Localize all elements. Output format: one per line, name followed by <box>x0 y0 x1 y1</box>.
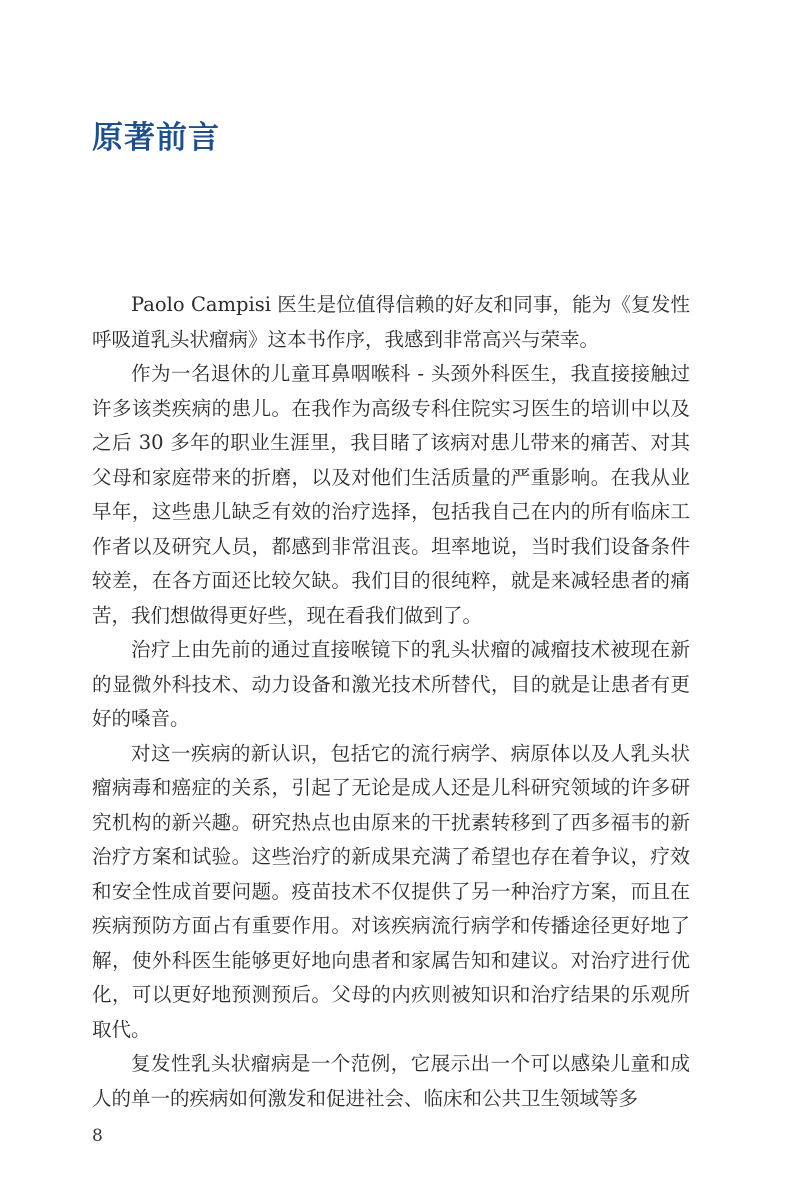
paragraph-1: Paolo Campisi 医生是位值得信赖的好友和同事，能为《复发性呼吸道乳头状瘤病》这本书作序，我感到非常高兴与荣幸。 <box>92 293 690 351</box>
paragraph-5: 复发性乳头状瘤病是一个范例，它展示出一个可以感染儿童和成人的单一的疾病如何激发和促进社会、临床和公共卫生领域等多 <box>92 1052 690 1110</box>
page-title: 原著前言 <box>92 120 220 156</box>
page-number: 8 <box>92 1126 103 1146</box>
paragraph-2: 作为一名退休的儿童耳鼻咽喉科 - 头颈外科医生，我直接接触过许多该类疾病的患儿。在我作为高级专科住院实习医生的培训中以及之后 30 多年的职业生涯里，我目睹了该病对患儿带来的痛苦、对其父母和家庭带来的折磨，以及对他们生活质量的严重影响。在我从业早年，这些患儿缺乏有效的治疗选择，包括我自己在内的所有临床工作者以及研究人员，都感到非常沮丧。坦率地说，当时我们设备条件较差，在各方面还比较欠缺。我们目的很纯粹，就是来减轻患者的痛苦，我们想做得更好些，现在看我们做到了。 <box>92 362 690 627</box>
paragraph-4: 对这一疾病的新认识，包括它的流行病学、病原体以及人乳头状瘤病毒和癌症的关系，引起了无论是成人还是儿科研究领域的许多研究机构的新兴趣。研究热点也由原来的干扰素转移到了西多福韦的新治疗方案和试验。这些治疗的新成果充满了希望也存在着争议，疗效和安全性成首要问题。疫苗技术不仅提供了另一种治疗方案，而且在疾病预防方面占有重要作用。对该疾病流行病学和传播途径更好地了解，使外科医生能够更好地向患者和家属告知和建议。对治疗进行优化，可以更好地预测预后。父母的内疚则被知识和治疗结果的乐观所取代。 <box>92 741 690 1041</box>
body-text <box>92 288 690 1116</box>
paragraph-3: 治疗上由先前的通过直接喉镜下的乳头状瘤的减瘤技术被现在新的显微外科技术、动力设备和激光技术所替代，目的就是让患者有更好的嗓音。 <box>92 638 690 730</box>
